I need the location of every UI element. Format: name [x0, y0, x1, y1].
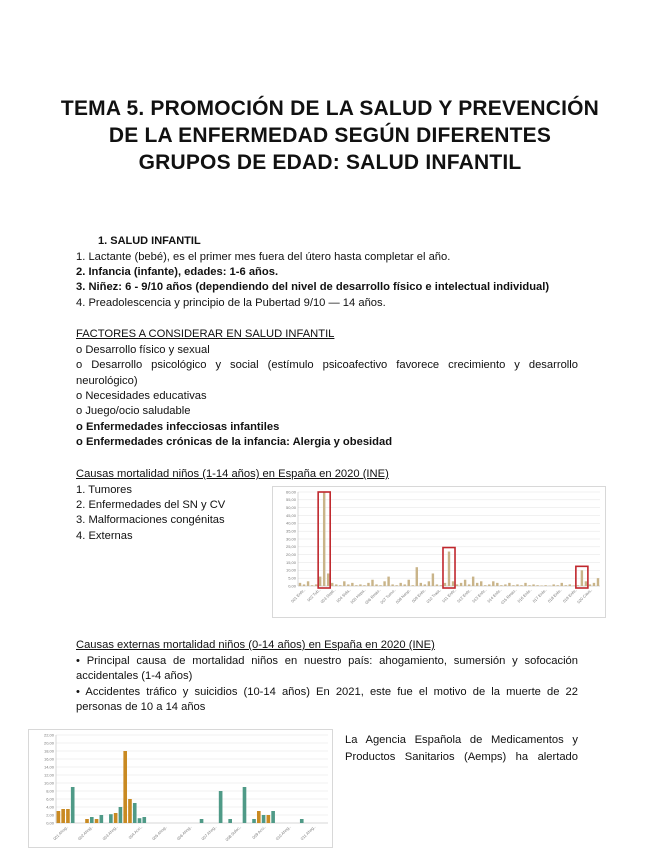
x-tick-label: 006 Ahog..: [175, 824, 193, 842]
x-tick-label: 014 Enfe..: [486, 587, 503, 604]
y-tick-label: 20,00: [285, 551, 296, 557]
bar: [552, 584, 554, 586]
bar: [597, 578, 599, 586]
y-tick-label: 25,00: [285, 544, 296, 550]
bullet-text: • Accidentes tráfico y suicidios (10-14 años) En 2021, este fue el motivo de la muerte de 22: [76, 686, 578, 698]
bar: [472, 577, 474, 586]
bar: [119, 807, 123, 823]
bar: [327, 573, 329, 586]
bar: [420, 583, 422, 586]
bar: [444, 583, 446, 586]
bar: [387, 577, 389, 586]
bar: [100, 815, 104, 823]
y-tick-label: 60,00: [285, 489, 296, 495]
bar: [468, 584, 470, 586]
x-tick-label: 004 Acci..: [127, 824, 144, 840]
list-item: neurológico): [76, 375, 138, 387]
list-item: 4. Preadolescencia y principio de la Pubertad 9/10 — 14 años.: [76, 297, 386, 309]
x-tick-label: 010 Trast..: [425, 587, 443, 605]
y-tick-label: 18,00: [43, 748, 54, 754]
bar: [95, 819, 99, 823]
x-tick-label: 011 Enfe..: [441, 587, 458, 604]
x-tick-label: 002 Tub..: [306, 587, 322, 603]
bar: [496, 583, 498, 586]
bar: [557, 585, 559, 586]
bar: [577, 585, 579, 586]
bar: [219, 791, 223, 823]
bar: [504, 584, 506, 586]
bar: [569, 584, 571, 586]
bar: [436, 584, 438, 586]
list-item: o Desarrollo físico y sexual: [76, 344, 210, 356]
bar: [508, 583, 510, 586]
section-heading-salud-infantil: 1. SALUD INFANTIL: [98, 235, 201, 247]
bar: [300, 819, 304, 823]
x-tick-label: 012 Enfe..: [455, 587, 473, 604]
bar: [440, 585, 442, 586]
y-tick-label: 20,00: [43, 740, 54, 746]
bar: [532, 584, 534, 586]
bar: [85, 819, 89, 823]
bar: [408, 580, 410, 586]
bar: [133, 803, 137, 823]
bar: [516, 584, 518, 586]
bar: [484, 585, 486, 586]
bullet-text: accidentales (1-4 años): [76, 670, 193, 682]
y-tick-label: 8,00: [46, 788, 54, 794]
bar: [359, 584, 361, 586]
bar: [307, 581, 309, 586]
x-tick-label: 016 Enfe..: [516, 587, 533, 604]
bar: [593, 583, 595, 586]
bar: [565, 585, 567, 586]
bar: [339, 585, 341, 586]
bar: [335, 584, 337, 586]
external-causes-chart: [28, 729, 333, 848]
x-tick-label: 009 Acci..: [251, 824, 267, 840]
bar: [331, 583, 333, 586]
bar: [428, 581, 430, 586]
bar: [379, 585, 381, 586]
bar: [581, 570, 583, 586]
x-tick-label: 008 Sufoc..: [224, 824, 243, 843]
bar: [528, 585, 530, 586]
bar: [395, 585, 397, 586]
bar: [520, 585, 522, 586]
bar: [138, 818, 142, 823]
bar: [311, 585, 313, 586]
y-tick-label: 16,00: [43, 756, 54, 762]
x-tick-label: 009 Enfe..: [410, 587, 428, 604]
bar: [561, 583, 563, 586]
bar: [383, 581, 385, 586]
list-item: o Enfermedades crónicas de la infancia: Alergia y obesidad: [76, 436, 393, 448]
bar: [267, 815, 271, 823]
y-tick-label: 50,00: [285, 504, 296, 510]
x-tick-label: 004 Sida..: [335, 587, 352, 604]
bar: [128, 799, 132, 823]
bar: [476, 583, 478, 586]
x-tick-label: 011 Ahog..: [299, 824, 317, 842]
x-tick-label: 020 Caus..: [575, 587, 594, 605]
bar: [464, 580, 466, 586]
bar: [403, 584, 405, 586]
list-item: o Juego/ocio saludable: [76, 405, 191, 417]
factors-heading: FACTORES A CONSIDERAR EN SALUD INFANTIL: [76, 328, 335, 340]
bar: [391, 584, 393, 586]
y-tick-label: 0,00: [46, 820, 54, 826]
x-tick-label: 001 Enfe..: [289, 587, 307, 604]
bar: [57, 811, 61, 823]
bar: [448, 552, 450, 586]
bar: [456, 584, 458, 586]
x-tick-label: 018 Enfe..: [546, 587, 563, 604]
bar: [460, 583, 462, 586]
bar: [303, 584, 305, 586]
y-tick-label: 35,00: [285, 528, 296, 534]
y-tick-label: 10,00: [43, 780, 54, 786]
bar: [480, 581, 482, 586]
list-item: o Necesidades educativas: [76, 390, 207, 402]
bar: [351, 583, 353, 586]
list-item: 2. Enfermedades del SN y CV: [76, 499, 226, 511]
y-tick-label: 45,00: [285, 512, 296, 518]
y-tick-label: 5,00: [288, 575, 296, 581]
x-tick-label: 006 Resto..: [363, 587, 382, 606]
bar: [500, 585, 502, 586]
bar: [142, 817, 146, 823]
bar: [228, 819, 232, 823]
x-tick-label: 019 Enfe..: [561, 587, 579, 604]
bar: [114, 813, 118, 823]
bar: [589, 584, 591, 586]
y-tick-label: 0,00: [288, 583, 296, 589]
bar: [262, 815, 266, 823]
x-tick-label: 005 Ahog..: [150, 824, 168, 842]
bar: [323, 492, 325, 586]
bar: [536, 585, 538, 586]
bar: [544, 585, 546, 586]
x-tick-label: 010 Ahog..: [274, 824, 292, 842]
x-tick-label: 003 Septi..: [319, 587, 337, 605]
x-tick-label: 002 Ahog..: [76, 824, 94, 842]
x-tick-label: 008 Neop..: [394, 587, 412, 605]
bar: [90, 817, 94, 823]
list-item: o Enfermedades infecciosas infantiles: [76, 421, 280, 433]
bar: [343, 581, 345, 586]
aemps-paragraph: La Agencia Española de Medicamentos y Productos Sanitarios (Aemps) ha alertado: [345, 734, 578, 763]
y-tick-label: 6,00: [46, 796, 54, 802]
x-tick-label: 005 Hepa..: [349, 587, 367, 605]
bar: [252, 819, 256, 823]
bar: [488, 584, 490, 586]
bar: [363, 585, 365, 586]
bar: [71, 787, 75, 823]
list-item: 1. Tumores: [76, 484, 132, 496]
bar: [585, 581, 587, 586]
y-tick-label: 30,00: [285, 536, 296, 542]
page-title: TEMA 5. PROMOCIÓN DE LA SALUD Y PREVENCIÓN DE LA ENFERMEDAD SEGÚN DIFERENTES GRUPOS DE EDAD: SALUD INFANTIL: [60, 97, 600, 174]
y-tick-label: 22,00: [43, 732, 54, 738]
bar: [399, 583, 401, 586]
y-tick-label: 14,00: [43, 764, 54, 770]
bar: [200, 819, 204, 823]
y-tick-label: 40,00: [285, 520, 296, 526]
bar: [512, 585, 514, 586]
bullet-text: personas de 10 a 14 años: [76, 701, 206, 713]
list-item: 3. Niñez: 6 - 9/10 años (dependiendo del nivel de desarrollo físico e intelectual individual): [76, 281, 550, 293]
x-tick-label: 015 Resto..: [499, 587, 518, 606]
list-item: 3. Malformaciones congénitas: [76, 514, 225, 526]
bar: [61, 809, 65, 823]
bar: [319, 577, 321, 586]
external-causes-heading: Causas externas mortalidad niños (0-14 años) en España en 2020 (INE): [76, 639, 435, 651]
list-item: 4. Externas: [76, 530, 133, 542]
bar: [416, 567, 418, 586]
x-tick-label: 007 Ahog..: [200, 824, 218, 842]
x-tick-label: 007 Tumo..: [379, 587, 397, 605]
bar: [109, 814, 113, 823]
x-tick-label: 001 Ahog..: [52, 824, 70, 842]
bar: [299, 583, 301, 586]
bar: [375, 584, 377, 586]
bar: [315, 584, 317, 586]
bar: [371, 580, 373, 586]
bar: [257, 811, 261, 823]
bar: [492, 581, 494, 586]
bar: [367, 583, 369, 586]
bar: [271, 811, 275, 823]
list-item: o Desarrollo psicológico y social (estímulo psicoafectivo favorece crecimiento y desarrollo: [76, 359, 578, 371]
bar: [123, 751, 127, 823]
x-tick-label: 013 Enfe..: [471, 587, 488, 604]
bar: [432, 573, 434, 586]
y-tick-label: 15,00: [285, 559, 296, 565]
x-tick-label: 003 Ahog..: [101, 824, 119, 842]
x-tick-label: 017 Enfe..: [531, 587, 548, 604]
list-item: 2. Infancia (infante), edades: 1-6 años.: [76, 266, 279, 278]
list-item: 1. Lactante (bebé), es el primer mes fuera del útero hasta completar el año.: [76, 251, 451, 263]
bar: [66, 809, 70, 823]
y-tick-label: 4,00: [46, 804, 54, 810]
y-tick-label: 55,00: [285, 497, 296, 503]
bar: [347, 584, 349, 586]
bar: [355, 585, 357, 586]
bar: [452, 581, 454, 586]
mortality-chart: [272, 486, 606, 618]
bullet-text: • Principal causa de mortalidad niños en nuestro país: ahogamiento, sumersión y sofocación: [76, 655, 578, 667]
bar: [412, 585, 414, 586]
bar: [524, 583, 526, 586]
mortality-heading: Causas mortalidad niños (1-14 años) en España en 2020 (INE): [76, 468, 389, 480]
y-tick-label: 12,00: [43, 772, 54, 778]
bar: [243, 787, 247, 823]
y-tick-label: 10,00: [285, 567, 296, 573]
bar: [424, 584, 426, 586]
y-tick-label: 2,00: [46, 812, 54, 818]
